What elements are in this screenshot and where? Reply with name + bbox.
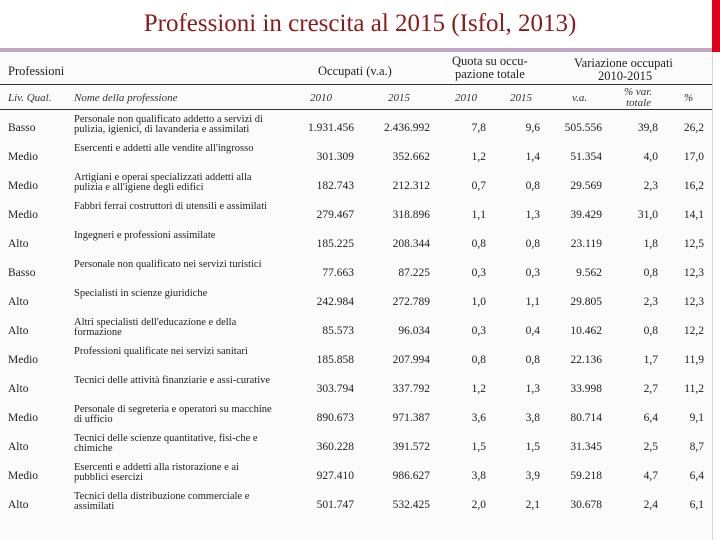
variazione-totale-cell: 2,5 bbox=[643, 441, 658, 453]
occupati-2010-cell: 301.309 bbox=[316, 151, 354, 163]
occupati-2015-cell: 208.344 bbox=[392, 238, 430, 250]
level-cell: Alto bbox=[8, 499, 29, 511]
subheader-var-tot-line1: % var. bbox=[624, 86, 653, 98]
table-row bbox=[0, 346, 712, 375]
variazione-totale-cell: 2,7 bbox=[643, 383, 658, 395]
variazione-va-cell: 80.714 bbox=[570, 412, 602, 424]
variazione-totale-cell: 0,8 bbox=[643, 267, 658, 279]
variazione-totale-cell: 1,7 bbox=[643, 354, 658, 366]
occupati-2015-cell: 272.789 bbox=[392, 296, 430, 308]
table-row bbox=[0, 230, 712, 259]
variazione-va-cell: 51.354 bbox=[570, 151, 602, 163]
profession-cell: Tecnici delle scienze quantitative, fisi-che e chimiche bbox=[74, 433, 258, 454]
subheader-va: v.a. bbox=[572, 92, 588, 104]
occupati-2010-cell: 185.225 bbox=[316, 238, 354, 250]
variazione-va-cell: 30.678 bbox=[570, 499, 602, 511]
variazione-va-cell: 29.805 bbox=[570, 296, 602, 308]
profession-cell: Tecnici della distribuzione commerciale e assimilati bbox=[74, 491, 250, 512]
variazione-pct-cell: 16,2 bbox=[683, 180, 704, 192]
profession-cell: Professioni qualificate nei servizi sanitari bbox=[74, 346, 248, 357]
quota-2010-cell: 0,3 bbox=[471, 325, 486, 337]
variazione-pct-cell: 11,9 bbox=[684, 354, 704, 366]
occupati-2010-cell: 360.228 bbox=[316, 441, 354, 453]
variazione-totale-cell: 4,7 bbox=[643, 470, 658, 482]
quota-2015-cell: 1,5 bbox=[525, 441, 540, 453]
level-cell: Medio bbox=[8, 209, 39, 221]
level-cell: Medio bbox=[8, 180, 39, 192]
occupati-2010-cell: 501.747 bbox=[316, 499, 354, 511]
quota-2015-cell: 1,4 bbox=[525, 151, 540, 163]
quota-2010-cell: 1,2 bbox=[471, 383, 486, 395]
quota-2010-cell: 1,0 bbox=[471, 296, 486, 308]
occupati-2015-cell: 986.627 bbox=[392, 470, 430, 482]
level-cell: Alto bbox=[8, 325, 29, 337]
table-row bbox=[0, 201, 712, 230]
quota-2010-cell: 0,8 bbox=[471, 238, 486, 250]
occupati-2010-cell: 890.673 bbox=[316, 412, 354, 424]
occupati-2015-cell: 532.425 bbox=[392, 499, 430, 511]
variazione-totale-cell: 0,8 bbox=[643, 325, 658, 337]
occupati-2010-cell: 303.794 bbox=[316, 383, 354, 395]
level-cell: Basso bbox=[8, 267, 36, 279]
level-cell: Medio bbox=[8, 354, 39, 366]
quota-2015-cell: 9,6 bbox=[525, 122, 540, 134]
variazione-totale-cell: 2,3 bbox=[643, 180, 658, 192]
occupati-2015-cell: 212.312 bbox=[392, 180, 430, 192]
occupati-2015-cell: 207.994 bbox=[392, 354, 430, 366]
profession-cell: Specialisti in scienze giuridiche bbox=[74, 288, 208, 299]
variazione-va-cell: 33.998 bbox=[570, 383, 602, 395]
occupati-2015-cell: 971.387 bbox=[392, 412, 430, 424]
level-cell: Alto bbox=[8, 296, 29, 308]
header-occupati: Occupati (v.a.) bbox=[318, 64, 392, 78]
profession-cell: Personale non qualificato nei servizi turistici bbox=[74, 259, 262, 270]
subheader-quota-2015: 2015 bbox=[510, 92, 532, 104]
quota-2010-cell: 1,5 bbox=[471, 441, 486, 453]
variazione-totale-cell: 39,8 bbox=[637, 122, 658, 134]
subheader-nome: Nome della professione bbox=[74, 92, 178, 104]
table-row bbox=[0, 317, 712, 346]
level-cell: Alto bbox=[8, 441, 29, 453]
quota-2010-cell: 7,8 bbox=[471, 122, 486, 134]
quota-2015-cell: 0,8 bbox=[525, 180, 540, 192]
table-row bbox=[0, 143, 712, 172]
profession-cell: Esercenti e addetti alle vendite all'ingrosso bbox=[74, 143, 254, 154]
header-variazione-line1: Variazione occupati bbox=[574, 56, 673, 70]
quota-2010-cell: 3,8 bbox=[471, 470, 486, 482]
variazione-va-cell: 29.569 bbox=[570, 180, 602, 192]
variazione-va-cell: 31.345 bbox=[570, 441, 602, 453]
quota-2015-cell: 0,4 bbox=[525, 325, 540, 337]
table-row bbox=[0, 288, 712, 317]
variazione-pct-cell: 6,4 bbox=[689, 470, 704, 482]
table-row bbox=[0, 375, 712, 404]
slide-title: Professioni in crescita al 2015 (Isfol, 2013) bbox=[143, 10, 577, 37]
occupati-2015-cell: 318.896 bbox=[392, 209, 430, 221]
variazione-totale-cell: 2,3 bbox=[643, 296, 658, 308]
variazione-pct-cell: 14,1 bbox=[683, 209, 704, 221]
header-rule bbox=[0, 84, 712, 85]
variazione-pct-cell: 26,2 bbox=[683, 122, 704, 134]
profession-cell: Tecnici delle attività finanziarie e assi-curative bbox=[74, 375, 271, 386]
quota-2010-cell: 1,1 bbox=[471, 209, 486, 221]
quota-2015-cell: 3,9 bbox=[525, 470, 540, 482]
header-professioni: Professioni bbox=[8, 64, 65, 78]
variazione-pct-cell: 9,1 bbox=[689, 412, 704, 424]
occupati-2010-cell: 279.467 bbox=[316, 209, 354, 221]
header-variazione-line2: 2010-2015 bbox=[598, 69, 653, 83]
quota-2010-cell: 0,7 bbox=[471, 180, 486, 192]
level-cell: Basso bbox=[8, 122, 36, 134]
occupati-2015-cell: 87.225 bbox=[398, 267, 430, 279]
table-row bbox=[0, 491, 712, 520]
variazione-pct-cell: 6,1 bbox=[689, 499, 704, 511]
quota-2010-cell: 0,8 bbox=[471, 354, 486, 366]
variazione-va-cell: 23.119 bbox=[570, 238, 602, 250]
quota-2015-cell: 0,8 bbox=[525, 238, 540, 250]
subheader-quota-2010: 2010 bbox=[455, 92, 477, 104]
occupati-2015-cell: 352.662 bbox=[392, 151, 430, 163]
header-quota-line1: Quota su occu- bbox=[452, 54, 528, 68]
profession-cell: Ingegneri e professioni assimilate bbox=[74, 230, 216, 241]
variazione-pct-cell: 17,0 bbox=[683, 151, 704, 163]
quota-2015-cell: 1,3 bbox=[525, 209, 540, 221]
quota-2015-cell: 0,8 bbox=[525, 354, 540, 366]
level-cell: Alto bbox=[8, 238, 29, 250]
profession-cell: Esercenti e addetti alla ristorazione e ai pubblici esercizi bbox=[74, 462, 240, 483]
subheader-occ-2010: 2010 bbox=[310, 92, 332, 104]
subheader-liv-qual: Liv. Qual. bbox=[8, 92, 52, 104]
level-cell: Medio bbox=[8, 470, 39, 482]
subheader-pct: % bbox=[684, 92, 694, 104]
table-row bbox=[0, 404, 712, 433]
accent-bar bbox=[712, 0, 720, 52]
profession-cell: Personale di segreteria e operatori su macchine di ufficio bbox=[74, 404, 272, 425]
quota-2015-cell: 2,1 bbox=[525, 499, 540, 511]
occupati-2010-cell: 1.931.456 bbox=[308, 122, 354, 134]
occupati-2010-cell: 185.858 bbox=[316, 354, 354, 366]
variazione-va-cell: 39.429 bbox=[570, 209, 602, 221]
variazione-totale-cell: 1,8 bbox=[643, 238, 658, 250]
variazione-va-cell: 505.556 bbox=[564, 122, 602, 134]
level-cell: Alto bbox=[8, 383, 29, 395]
level-cell: Medio bbox=[8, 151, 39, 163]
table-row bbox=[0, 433, 712, 462]
profession-cell: Altri specialisti dell'educazione e della formazione bbox=[74, 317, 237, 338]
table-row bbox=[0, 462, 712, 491]
variazione-pct-cell: 12,2 bbox=[683, 325, 704, 337]
occupati-2015-cell: 391.572 bbox=[392, 441, 430, 453]
variazione-pct-cell: 12,3 bbox=[683, 267, 704, 279]
quota-2010-cell: 1,2 bbox=[471, 151, 486, 163]
variazione-pct-cell: 12,3 bbox=[683, 296, 704, 308]
subheader-rule bbox=[0, 109, 712, 110]
header-quota-line2: pazione totale bbox=[455, 67, 525, 81]
profession-cell: Fabbri ferrai costruttori di utensili e assimilati bbox=[74, 201, 268, 212]
variazione-va-cell: 9.562 bbox=[576, 267, 602, 279]
table-row bbox=[0, 259, 712, 288]
profession-cell: Personale non qualificato addetto a servizi di pulizia, igienici, di lavanderia e assimilati bbox=[74, 114, 263, 135]
variazione-va-cell: 10.462 bbox=[570, 325, 602, 337]
occupati-2010-cell: 242.984 bbox=[316, 296, 354, 308]
quota-2015-cell: 1,1 bbox=[525, 296, 540, 308]
occupati-2015-cell: 337.792 bbox=[392, 383, 430, 395]
table-row bbox=[0, 114, 712, 143]
occupati-2015-cell: 2.436.992 bbox=[384, 122, 430, 134]
variazione-pct-cell: 8,7 bbox=[689, 441, 704, 453]
occupati-2010-cell: 927.410 bbox=[316, 470, 354, 482]
variazione-totale-cell: 6,4 bbox=[643, 412, 658, 424]
subheader-occ-2015: 2015 bbox=[388, 92, 410, 104]
occupati-2010-cell: 182.743 bbox=[316, 180, 354, 192]
variazione-totale-cell: 2,4 bbox=[643, 499, 658, 511]
occupati-2010-cell: 85.573 bbox=[322, 325, 354, 337]
table-row bbox=[0, 172, 712, 201]
subheader-var-tot-line2: totale bbox=[626, 97, 652, 109]
variazione-totale-cell: 4,0 bbox=[643, 151, 658, 163]
variazione-pct-cell: 11,2 bbox=[684, 383, 704, 395]
quota-2010-cell: 3,6 bbox=[471, 412, 486, 424]
level-cell: Medio bbox=[8, 412, 39, 424]
quota-2015-cell: 0,3 bbox=[525, 267, 540, 279]
occupati-2010-cell: 77.663 bbox=[322, 267, 354, 279]
quota-2010-cell: 2,0 bbox=[471, 499, 486, 511]
variazione-va-cell: 59.218 bbox=[570, 470, 602, 482]
quota-2010-cell: 0,3 bbox=[471, 267, 486, 279]
quota-2015-cell: 1,3 bbox=[525, 383, 540, 395]
profession-cell: Artigiani e operai specializzati addetti alla pulizia e all'igiene degli edifici bbox=[74, 172, 252, 193]
variazione-totale-cell: 31,0 bbox=[637, 209, 658, 221]
occupati-2015-cell: 96.034 bbox=[398, 325, 430, 337]
variazione-va-cell: 22.136 bbox=[570, 354, 602, 366]
table-document bbox=[0, 52, 713, 540]
quota-2015-cell: 3,8 bbox=[525, 412, 540, 424]
variazione-pct-cell: 12,5 bbox=[683, 238, 704, 250]
